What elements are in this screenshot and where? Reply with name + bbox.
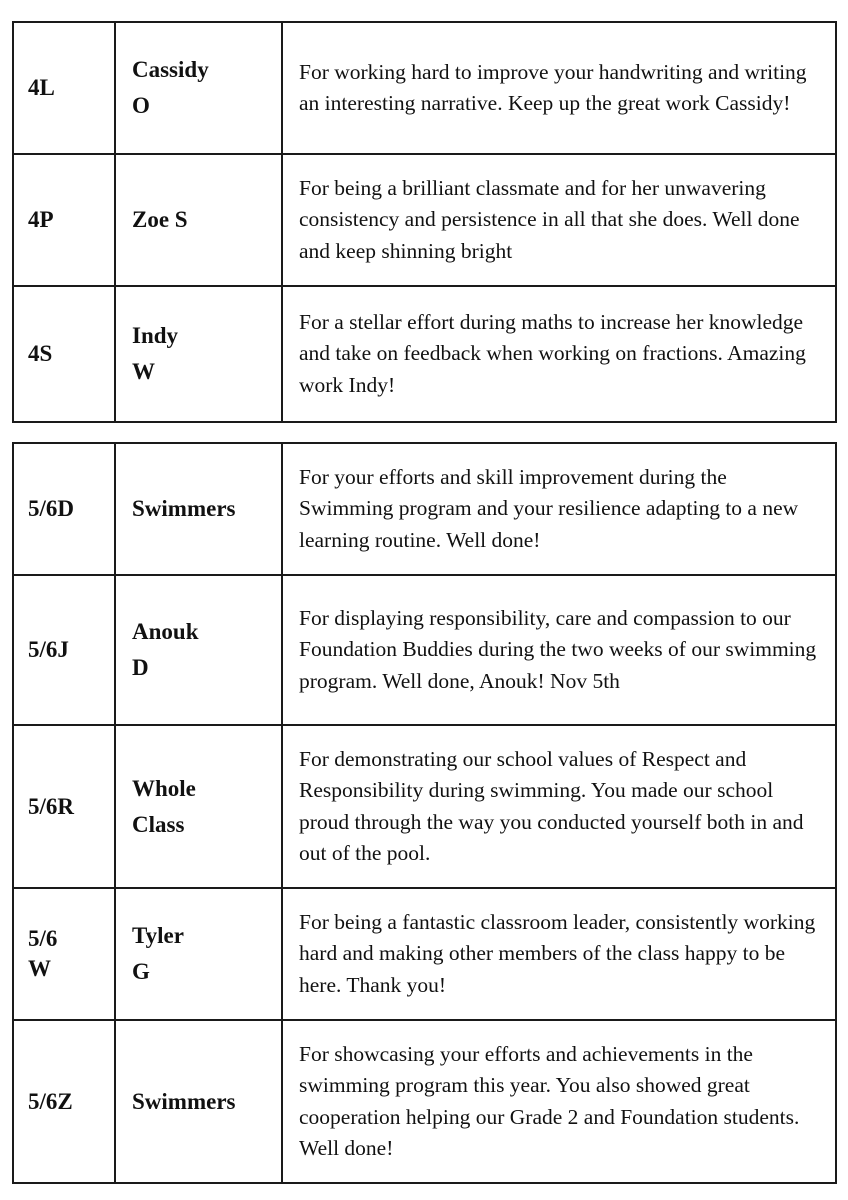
student-name: Anouk D (132, 619, 199, 680)
grade56-awards-table (12, 442, 837, 1184)
class-cell: 4L (13, 22, 115, 154)
class-cell: 4S (13, 286, 115, 422)
class-cell: 5/6J (13, 575, 115, 725)
student-name-cell (115, 725, 282, 888)
award-message-cell: For a stellar effort during maths to increase her knowledge and take on feedback when working on fractions. Amazing work Indy! (282, 286, 836, 422)
student-name: Swimmers (132, 496, 236, 521)
student-name-cell (115, 575, 282, 725)
table-row (13, 22, 836, 154)
student-name-cell (115, 286, 282, 422)
award-message-cell: For your efforts and skill improvement during the Swimming program and your resilience adapting to a new learning routine. Well done! (282, 443, 836, 575)
student-name: Swimmers (132, 1088, 236, 1114)
class-cell: 5/6R (13, 725, 115, 888)
class-label: 5/6 W (28, 926, 58, 981)
award-message-cell: For demonstrating our school values of Respect and Responsibility during swimming. You made our school proud through the way you conducted yourself both in and out of the pool. (282, 725, 836, 888)
award-message-cell: For showcasing your efforts and achievements in the swimming program this year. You also showed great cooperation helping our Grade 2 and Foundation students. Well done! (282, 1020, 836, 1183)
student-name-cell (115, 888, 282, 1020)
table-row (13, 888, 836, 1020)
class-cell: 5/6Z (13, 1020, 115, 1183)
class-cell (13, 888, 115, 1020)
table-row (13, 1020, 836, 1183)
class-cell: 5/6D (13, 443, 115, 575)
student-name: Cassidy O (132, 57, 209, 118)
student-name-cell (115, 22, 282, 154)
table-row (13, 154, 836, 286)
student-name: Indy W (132, 323, 179, 384)
student-name: Zoe S (132, 207, 188, 232)
award-message-cell: For working hard to improve your handwriting and writing an interesting narrative. Keep up the great work Cassidy! (282, 22, 836, 154)
table-row (13, 725, 836, 888)
student-name: Tyler G (132, 923, 184, 984)
award-message-cell: For displaying responsibility, care and compassion to our Foundation Buddies during the two weeks of our swimming program. Well done, Anouk! Nov 5th (282, 575, 836, 725)
award-message-cell: For being a fantastic classroom leader, consistently working hard and making other members of the class happy to be here. Thank you! (282, 888, 836, 1020)
student-name-cell (115, 443, 282, 575)
grade4-awards-table (12, 21, 837, 423)
student-name-cell (115, 1020, 282, 1183)
student-name-cell (115, 154, 282, 286)
table-row (13, 575, 836, 725)
student-name: Whole Class (132, 775, 196, 837)
award-message-cell: For being a brilliant classmate and for her unwavering consistency and persistence in all that she does. Well done and keep shinning bright (282, 154, 836, 286)
class-cell: 4P (13, 154, 115, 286)
table-row (13, 286, 836, 422)
table-row (13, 443, 836, 575)
